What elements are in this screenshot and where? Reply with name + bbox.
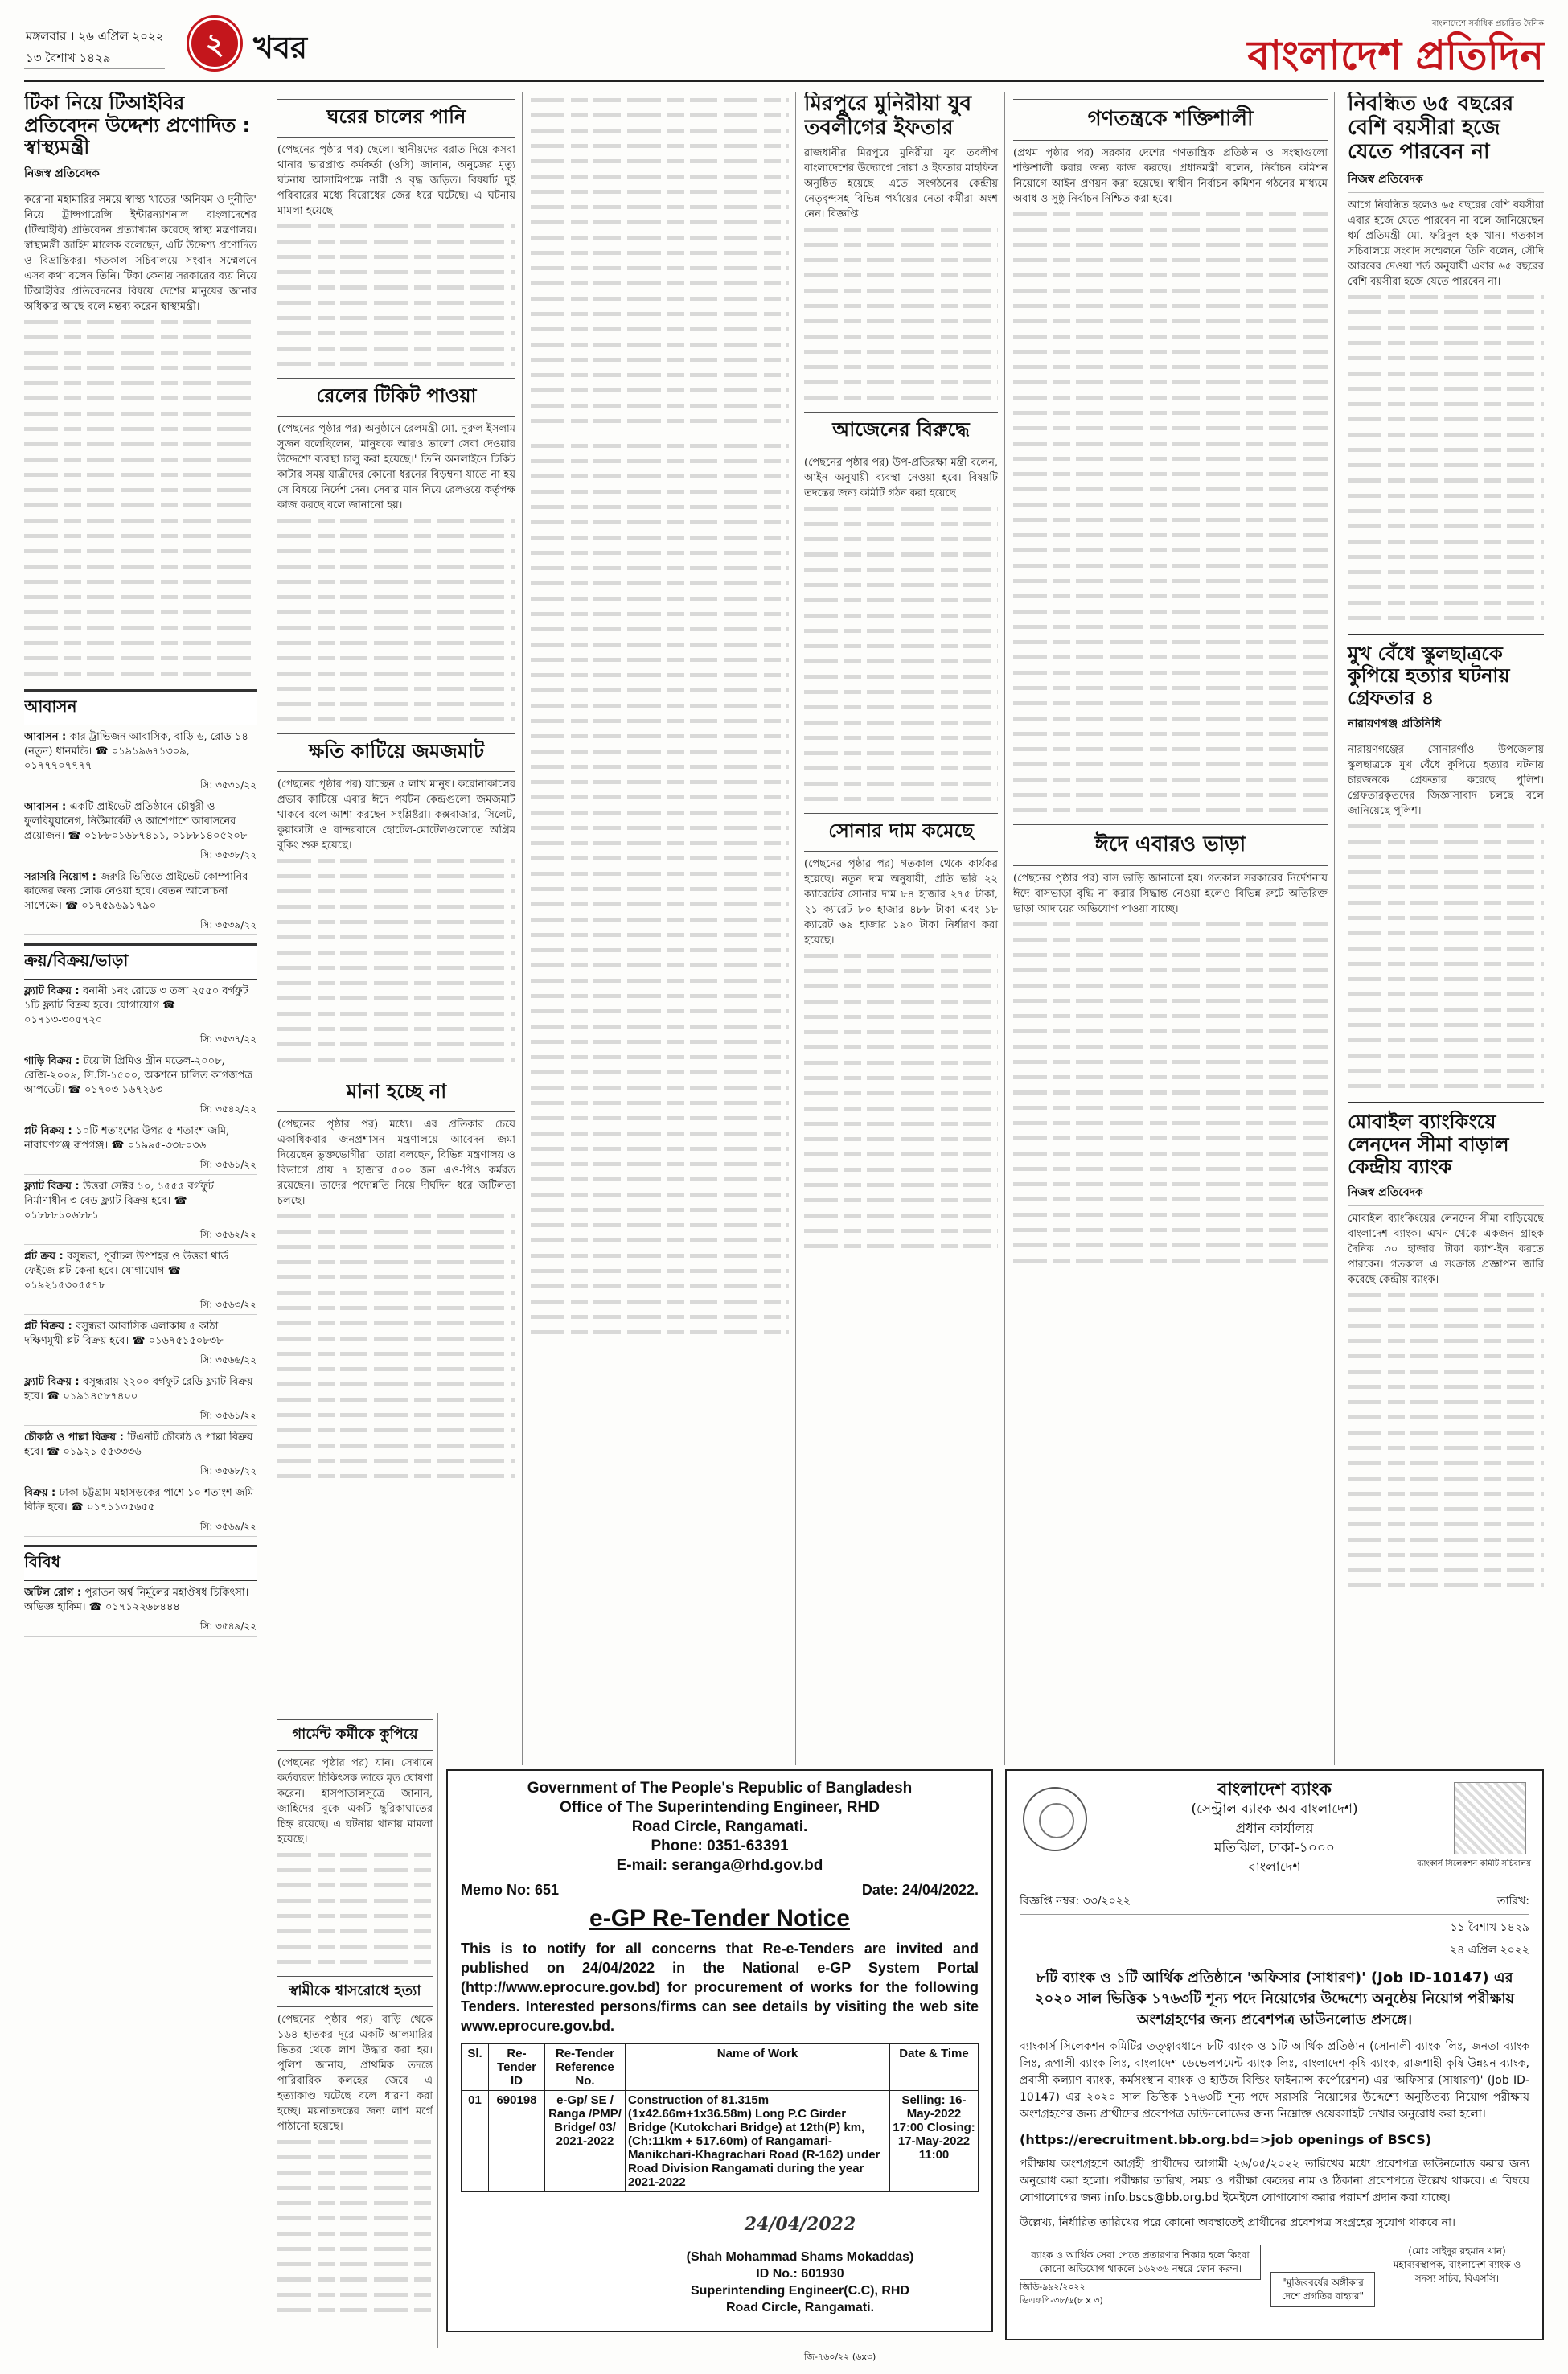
bank-subname: (সেন্ট্রাল ব্যাংক অব বাংলাদেশ) <box>1191 1801 1358 1817</box>
bank-name: বাংলাদেশ ব্যাংক <box>1217 1780 1332 1800</box>
story-text: মোবাইল ব্যাংকিংয়ের লেনদেন সীমা বাড়িয়েছে বাংলাদেশ ব্যাংক। এখন থেকে একজন গ্রাহক দৈনিক ৩০ হাজার টাকা ক্যাশ-ইন করতে পারবেন। গতকাল এ সংক্রান্ত প্রজ্ঞাপন জারি করেছে কেন্দ্রীয় ব্যাংক। <box>1348 1213 1544 1287</box>
code-1: জিডি-৯৯২/২০২২ <box>1020 2282 1086 2292</box>
classified-item <box>24 1180 257 1223</box>
classified-label: প্লট ক্রয় : <box>24 1250 68 1263</box>
text-filler <box>1013 917 1328 1268</box>
footer-left <box>1020 2245 1261 2307</box>
classified-item <box>24 984 257 1028</box>
classified-heading-2: ক্রয়/বিক্রয়/ভাড়া <box>24 943 257 980</box>
story-text: (পেছনের পৃষ্ঠার পর) উপ-প্রতিরক্ষা মন্ত্রী বলেন, আইন অনুযায়ী ব্যবস্থা নেওয়া হবে। বিষয়টি তদন্তের জন্য কমিটি গঠন করা হয়েছে। <box>804 456 998 499</box>
text-filler <box>277 513 515 727</box>
story-text: (পেছনের পৃষ্ঠার পর) ছেলে। স্থানীয়দের বরাত দিয়ে কসবা থানার ভারপ্রাপ্ত কর্মকর্তা (ওসি) জানান, অনুজের মৃত্যু ঘটনায় আসামিপক্ষে নারী ও বৃদ্ধ জড়িত। বিষয়টি দুই পরিবারের মধ্যে বিরোধের জের ধরে ঘটেছে। এ ঘটনায় মামলা হয়েছে। <box>277 144 515 217</box>
slogan-box: "মুজিববর্ষের অঙ্গীকার দেশে প্রগতির বাহ্যার" <box>1270 2272 1375 2307</box>
lead-byline: নিজস্ব প্রতিবেদক <box>24 164 257 187</box>
story-headline: মোবাইল ব্যাংকিংয়ে লেনদেন সীমা বাড়াল কেন্দ্রীয় ব্যাংক <box>1348 1111 1509 1178</box>
notice-headline: ৮টি ব্যাংক ও ১টি আর্থিক প্রতিষ্ঠানে 'অফিসার (সাধারণ)' (Job ID-10147) এর ২০২০ সাল ভিত্তিক ১৭৬৩টি শূন্য পদে নিয়োগের উদ্দেশ্যে অনুষ্ঠেয় নিয়োগ পরীক্ষায় অংশগ্রহণের জন্য প্রবেশপত্র ডাউনলোড প্রসঙ্গে। <box>1034 1969 1515 2028</box>
story-headline: মুখ বেঁধে স্কুলছাত্রকে কুপিয়ে হত্যার ঘটনায় গ্রেফতার ৪ <box>1348 642 1510 709</box>
classified-code: সি: ৩৫৩১/২২ <box>24 778 257 795</box>
column-4 <box>804 92 1005 1765</box>
tender-memo: Memo No: 651 <box>461 1882 560 1898</box>
text-filler <box>804 948 998 1254</box>
notice-meta-row <box>1020 1891 1529 1915</box>
complaint-box: ব্যাংক ও আর্থিক সেবা পেতে প্রতারণার শিকার হলে কিংবা কোনো অভিযোগ থাকলে ১৬২৩৬ নম্বরে ফোন করুন। <box>1020 2245 1261 2280</box>
text-filler <box>531 881 789 1340</box>
story-text: (পেছনের পৃষ্ঠার পর) বাড়ি থেকে ১৬৪ হাতকর দূরে একটি আলমারির ভিতর থেকে লাশ উদ্ধার করা হয়। পুলিশ জানায়, প্রাথমিক তদন্তে পারিবারিক কলহের জেরে এ হত্যাকাণ্ড ঘটেছে বলে ধারণা করা হচ্ছে। ময়নাতদন্তের জন্য লাশ মর্গে পাঠানো হয়েছে। <box>277 2014 433 2133</box>
classified-item <box>24 1250 257 1293</box>
classified-label: প্লট বিক্রয় : <box>24 1320 76 1333</box>
text-filler <box>277 853 515 1067</box>
classified-label: বিক্রয় : <box>24 1486 60 1499</box>
date-block <box>24 26 165 69</box>
classified-text: বসুন্ধরা আবাসিক এলাকায় ৫ কাঠা দক্ষিণমুখী প্লট বিক্রয় হবে। ☎ ০১৬৭৫১৫০৮৩৮ <box>24 1320 224 1347</box>
classified-text: জরুরি ভিত্তিতে প্রাইভেট কোম্পানির কাজের জন্য লোক নেওয়া হবে। বেতন আলোচনা সাপেক্ষে। ☎ ০১৭৫৯৬৯১৭৯০ <box>24 870 248 912</box>
story-text: (পেছনের পৃষ্ঠার পর) বাস ভাড়ি জানানো হয়। গতকাল সরকারের নির্দেশনায় ঈদে বাসভাড়া বৃদ্ধি না করার সিদ্ধান্ত নেওয়া হলেও বিভিন্ন রুটে অতিরিক্ত ভাড়া আদায়ের অভিযোগ পাওয়া যাচ্ছে। <box>1013 873 1328 915</box>
classified-item <box>24 730 257 774</box>
story-text: (পেছনের পৃষ্ঠার পর) যাচ্ছেন ৫ লাখ মানুষ। করোনাকালের প্রভাব কাটিয়ে এবার ঈদে পর্যটন কেন্দ্রগুলো জমজমাট থাকবে বলে আশা করছেন সংশ্লিষ্টরা। কক্সবাজার, সিলেট, কুয়াকাটা ও বান্দরবানে হোটেল-মোটেলগুলোতে অগ্রিম বুকিং শুরু হয়েছে। <box>277 778 515 852</box>
divider <box>1348 634 1544 635</box>
story-headline: আজেনের বিরুদ্ধে <box>804 412 998 450</box>
classified-code: সি: ৩৫৬৮/২২ <box>24 1464 257 1481</box>
right-caption: ব্যাংকার্স সিলেকশন কমিটি সচিবালয় <box>1417 1859 1531 1868</box>
text-filler <box>531 438 789 881</box>
classified-label: প্লট বিক্রয় : <box>24 1124 76 1137</box>
classified-code: সি: ৩৫৩৮/২২ <box>24 848 257 865</box>
signer-title: Superintending Engineer(C.C), RHD <box>691 2284 909 2298</box>
signer-place: Road Circle, Rangamati. <box>725 2301 875 2314</box>
column-header: Re-Tender Reference No. <box>545 2044 626 2091</box>
text-filler <box>277 1847 433 1969</box>
tender-phone: Phone: 0351-63391 <box>651 1838 789 1854</box>
story-headline: মিরপুরে মুনিরীয়া যুব তবলীগের ইফতার <box>804 92 972 140</box>
classified-code: সি: ৩৫৩৯/২২ <box>24 918 257 935</box>
column-left <box>24 92 265 2344</box>
classified-text: টয়োটা প্রিমিও গ্রীন মডেল-২০০৮, রেজি-২০০৯, সি.সি-১৫০০, অকশনে চালিত কাগজপত্র আপডেট। ☎ ০১৭০৩-১৬৭২৬৩ <box>24 1054 253 1096</box>
column-header: Sl. <box>462 2044 489 2091</box>
page-number-badge: ২ <box>189 18 240 69</box>
lead-text: করোনা মহামারির সময়ে স্বাস্থ্য খাতের 'অনিয়ম ও দুর্নীতি' নিয়ে ট্রান্সপারেন্সি ইন্টারন্যাশনাল বাংলাদেশের (টিআইবি) প্রতিবেদন প্রত্যাখ্যান করেছে স্বাস্থ্য মন্ত্রণালয়। স্বাস্থ্যমন্ত্রী জাহিদ মালেক বলেছেন, এটি উদ্দেশ্য প্রণোদিত ও বিভ্রান্তিকর। গতকাল সচিবালয়ে সংবাদ সম্মেলনে এসব কথা বলেন তিনি। টিকা কেনায় সরকারের ব্যয় নিয়ে টিআইবির প্রতিবেদনের বিষয়ে দেশের মানুষের জানার অধিকার আছে বলে মন্তব্য করেন স্বাস্থ্যমন্ত্রী। <box>24 193 257 313</box>
story-byline: নিজস্ব প্রতিবেদক <box>1348 170 1544 193</box>
notice-paragraph: ব্যাংকার্স সিলেকশন কমিটির তত্ত্বাবধানে ৮টি ব্যাংক ও ১টি আর্থিক প্রতিষ্ঠান (সোনালী ব্যাংক লিঃ, জনতা ব্যাংক লিঃ, রূপালী ব্যাংক লিঃ, বাংলাদেশ ডেভেলপমেন্ট ব্যাংক লিঃ, বাংলাদেশ কৃষি ব্যাংক, রাজশাহী কৃষি উন্নয়ন ব্যাংক, প্রবাসী কল্যাণ ব্যাংক, কর্মসংস্থান ব্যাংক ও হাউজ বিল্ডিং ফাইন্যান্স কর্পোরেশন) এর 'অফিসার (সাধারণ)' (Job ID-10147) এর ২০২০ সাল ভিত্তিক ১৭৬৩টি শূন্য পদে সরাসরি নিয়োগের উদ্দেশ্যে অনুষ্ঠিতব্য নিয়োগ পরীক্ষায় অংশগ্রহণের জন্য প্রার্থীদের প্রবেশপত্র ডাউনলোডের জন্য নিম্নোক্ত ওয়েবসাইট দেখার অনুরোধ করা হলো। <box>1020 2040 1529 2121</box>
page-header <box>24 18 1544 82</box>
classified-code: সি: ৩৫৬৯/২২ <box>24 1520 257 1537</box>
classified-label: ফ্ল্যাট বিক্রয় : <box>24 984 84 997</box>
column-5 <box>1013 92 1335 1765</box>
cell-id: 690198 <box>489 2091 545 2192</box>
divider <box>1348 1102 1544 1103</box>
date-label: তারিখ: <box>1496 1895 1529 1908</box>
tender-ref-code: জি-৭৬০/২২ (৬x৩) <box>804 2351 876 2362</box>
story-headline: গণতন্ত্রকে শক্তিশালী <box>1013 99 1328 141</box>
text-filler <box>1348 819 1544 1094</box>
notice-paragraph-2: পরীক্ষায় অংশগ্রহণে আগ্রহী প্রার্থীদের আগামী ২৬/০৫/২০২২ তারিখের মধ্যে প্রবেশপত্র ডাউনলোড করার জন্য অনুরোধ করা হলো। পরীক্ষার তারিখ, সময় ও পরীক্ষা কেন্দ্রের নাম ও ঠিকানা প্রবেশপত্রে উল্লেখ থাকবে। এ বিষয়ে যোগাযোগের জন্য info.bscs@bb.org.bd ইমেইলে যোগাযোগ করার পরামর্শ প্রদান করা যাচ্ছে। <box>1020 2158 1529 2204</box>
bangla-date: ১৩ বৈশাখ ১৪২৯ <box>24 47 165 69</box>
classified-code: সি: ৩৫৩৭/২২ <box>24 1033 257 1049</box>
english-date: ২৪ এপ্রিল ২০২২ <box>1449 1944 1529 1957</box>
story-text: (পেছনের পৃষ্ঠার পর) অনুষ্ঠানে রেলমন্ত্রী মো. নুরুল ইসলাম সুজন বলেছিলেন, 'মানুষকে আরও ভালো সেবা দেওয়ার উদ্দেশ্যে ব্যবস্থা চালু করা হয়েছে।' তিনি অনলাইনে টিকিট কাটার সময় যাত্রীদের কোনো ধরনের বিড়ম্বনা যাতে না হয় সে বিষয়ে নির্দেশ দেন। সেবার মান নিয়ে রেলওয়ে কর্তৃপক্ষ কাজ করছে বলে জানানো হয়। <box>277 423 515 511</box>
tender-office-line: Office of The Superintending Engineer, RHD <box>560 1799 880 1816</box>
classified-text: বসুন্ধরা, পূর্বাচল উপশহর ও উত্তরা থার্ড ফেইজে প্লট কেনা হবে। যোগাযোগ ☎ ০১৯২১৫৩০৫৫৭৮ <box>24 1250 228 1292</box>
story-headline: রেলের টিকিট পাওয়া <box>277 378 515 417</box>
brand-name: বাংলাদেশ প্রতিদিন <box>1247 32 1544 79</box>
story-text: রাজধানীর মিরপুরে মুনিরীয়া যুব তবলীগ বাংলাদেশের উদ্যোগে দোয়া ও ইফতার মাহফিল অনুষ্ঠিত হয়েছে। এতে সংগঠনের কেন্দ্রীয় নেতৃবৃন্দসহ বিভিন্ন পর্যায়ের নেতা-কর্মীরা অংশ নেন। বিজ্ঞপ্তি <box>804 146 998 220</box>
classified-label: ফ্ল্যাট বিক্রয় : <box>24 1375 84 1388</box>
signature-scribble: 24/04/2022 <box>744 2214 856 2235</box>
story-headline: ক্ষতি কাটিয়ে জমজমাট <box>277 733 515 772</box>
classified-heading: আবাসন <box>24 689 257 725</box>
classified-item <box>24 870 257 914</box>
recruitment-link[interactable]: (https://erecruitment.bb.org.bd=>job openings of BSCS) <box>1020 2132 1432 2147</box>
classified-code: সি: ৩৫৬১/২২ <box>24 1409 257 1426</box>
table-row <box>462 2091 979 2192</box>
story-text: নারায়ণগঞ্জের সোনারগাঁও উপজেলায় স্কুলছাত্রকে মুখ বেঁধে কুপিয়ে হত্যার ঘটনায় চারজনকে গ্রেফতার করেছে পুলিশ। গ্রেফতারকৃতদের জিজ্ঞাসাবাদ চলছে বলে জানিয়েছে পুলিশ। <box>1348 744 1544 818</box>
classified-label: আবাসন : <box>24 730 70 743</box>
classified-label: গাড়ি বিক্রয় : <box>24 1054 84 1067</box>
story-headline: ঘরের চালের পানি <box>277 99 515 138</box>
bank-address: মতিঝিল, ঢাকা-১০০০ <box>1214 1840 1335 1856</box>
story-text: আগে নিবন্ধিত হলেও ৬৫ বছরের বেশি বয়সীরা এবার হজে যেতে পারবেন না বলে জানিয়েছেন ধর্ম প্রতিমন্ত্রী মো. ফরিদুল হক খান। গতকাল সচিবালয়ে সংবাদ সম্মেলনে তিনি বলেন, সৌদি আরবের দেওয়া শর্ত অনুযায়ী এবার ৬৫ বছরের বেশি বয়সীরা হজে যেতে পারবেন না। <box>1348 199 1544 288</box>
classified-text: বসুন্ধরায় ২২০০ বর্গফুট রেডি ফ্ল্যাট বিক্রয় হবে। ☎ ০১৯১৪৫৮৭৪০০ <box>24 1375 253 1403</box>
brand-tagline: বাংলাদেশে সর্বাধিক প্রচারিত দৈনিক <box>1431 19 1544 28</box>
portrait-icon <box>1454 1782 1526 1854</box>
text-filler <box>804 501 998 807</box>
column-header: Date & Time <box>890 2044 979 2091</box>
story-headline: নিবন্ধিত ৬৫ বছরের বেশি বয়সীরা হজে যেতে পারবেন না <box>1348 92 1514 164</box>
text-filler <box>1348 290 1544 626</box>
tender-date: Date: 24/04/2022. <box>861 1882 979 1898</box>
classified-item <box>24 800 257 844</box>
text-filler <box>277 219 515 372</box>
classified-list-2 <box>24 984 257 1537</box>
notice-footer <box>1020 2245 1529 2307</box>
tender-signature <box>461 2216 979 2316</box>
classified-label: চৌকাঠ ও পাল্লা বিক্রয় : <box>24 1431 128 1444</box>
text-filler <box>804 222 998 405</box>
story-headline: মানা হচ্ছে না <box>277 1074 515 1112</box>
classified-item <box>24 1486 257 1515</box>
classified-list <box>24 730 257 935</box>
story-headline: ঈদে এবারও ভাড়া <box>1013 824 1328 866</box>
story-text: (পেছনের পৃষ্ঠার পর) যান। সেখানে কর্তব্যরত চিকিৎসক তাকে মৃত ঘোষণা করেন। হাসপাতালসূত্রে জানান, জাহিদের বুকে একটি ছুরিকাঘাতের চিহ্ন রয়েছে। এ ঘটনায় থানায় মামলা হয়েছে। <box>277 1757 433 1846</box>
classified-text: ঢাকা-চট্টগ্রাম মহাসড়কের পাশে ১০ শতাংশ জমি বিক্রি হবে। ☎ ০১৭১১৩৫৬৫৫ <box>24 1486 254 1514</box>
classified-item <box>24 1375 257 1404</box>
lead-headline: টিকা নিয়ে টিআইবির প্রতিবেদন উদ্দেশ্য প্রণোদিত : স্বাস্থ্যমন্ত্রী <box>24 92 251 159</box>
story-headline: সোনার দাম কমেছে <box>804 813 998 852</box>
bank-country: বাংলাদেশ <box>1248 1859 1301 1875</box>
tender-title: e-GP Re-Tender Notice <box>589 1905 850 1932</box>
cell-datetime: Selling: 16-May-2022 17:00 Closing: 17-May-2022 11:00 <box>890 2091 979 2192</box>
text-filler <box>1013 207 1328 818</box>
classified-text: ১০টি শতাংশের উপর ৫ শতাংশ জমি, নারায়ণগঞ্জ রূপগঞ্জ। ☎ ০১৯৯৫-৩৩৮০৩৬ <box>24 1124 230 1152</box>
signer-id: ID No.: 601930 <box>756 2267 844 2281</box>
story-text: (প্রথম পৃষ্ঠার পর) সরকার দেশের গণতান্ত্রিক প্রতিষ্ঠান ও সংস্থাগুলো শক্তিশালী করার জন্য কাজ করছে। প্রধানমন্ত্রী বলেন, নির্বাচন কমিশন নিয়োগে আইন প্রণয়ন করা হয়েছে। স্বাধীন নির্বাচন কমিশন গঠনের মাধ্যমে অবাধ ও সুষ্ঠু নির্বাচন নিশ্চিত করা হবে। <box>1013 147 1328 205</box>
classified-text: কার ট্রাভিজন আবাসিক, বাড়ি-৬, রোড-১৪ (নতুন) ধানমন্ডি। ☎ ০১৯১৯৬৭১৩০৯, ০১৭৭৭০৭৭৭৭ <box>24 730 248 772</box>
signer-name: (Shah Mohammad Shams Mokaddas) <box>686 2250 914 2264</box>
bank-signer-title: মহাব্যবস্থাপক, বাংলাদেশ ব্যাংক ও সদস্য সচিব, বিএসসি। <box>1393 2259 1521 2284</box>
column-2-bottom <box>277 1713 438 2348</box>
classified-item <box>24 1431 257 1460</box>
story-byline: নারায়ণগঞ্জ প্রতিনিধি <box>1348 714 1544 737</box>
code-2: ডিএফপি-৩৮/৬(৮ x ৩) <box>1020 2295 1103 2306</box>
classified-text: টিএনটি চৌকাঠ ও পাল্লা বিক্রয় হবে। ☎ ০১৯২১-৫৫৩৩৩৬ <box>24 1431 253 1458</box>
classified-text: পুরাতন অর্শ্ব নির্মূলের মহাঔষধ চিকিৎসা। অভিজ্ঞ হাকিম। ☎ ০১৭১২২৬৮৪৪৪ <box>24 1586 249 1613</box>
classified-item <box>24 1320 257 1349</box>
column-header: Name of Work <box>626 2044 890 2091</box>
story-byline: নিজস্ব প্রতিবেদক <box>1348 1183 1544 1206</box>
classified-item <box>24 1586 257 1615</box>
notice-number: বিজ্ঞপ্তি নম্বর: ৩৩/২০২২ <box>1020 1895 1131 1908</box>
column-right <box>1343 92 1544 1765</box>
story-text: (পেছনের পৃষ্ঠার পর) মধ্যে। এর প্রতিকার চেয়ে একাধিকবার জনপ্রশাসন মন্ত্রণালয়ে আবেদন জমা দিয়েছেন ভুক্তভোগীরা। তারা বলছেন, বিভিন্ন মন্ত্রণালয় ও বিভাগে প্রায় ৭ হাজার ৫০০ জন এও-পিও কর্মরত রয়েছেন। তাদের পদোন্নতি নিয়ে দীর্ঘদিন ধরে জটিলতা চলছে। <box>277 1119 515 1207</box>
classified-label: আবাসন : <box>24 800 70 813</box>
table-header-row <box>462 2044 979 2091</box>
text-filler <box>1348 1288 1544 1593</box>
day-date: মঙ্গলবার । ২৬ এপ্রিল ২০২২ <box>24 26 165 47</box>
cell-ref: e-Gp/ SE / Ranga /PMP/ Bridge/ 03/ 2021-2022 <box>545 2091 626 2192</box>
bangla-date: ১১ বৈশাখ ১৪২৯ <box>1450 1921 1529 1934</box>
text-filler <box>277 1209 515 1484</box>
tender-email: E-mail: seranga@rhd.gov.bd <box>616 1857 823 1874</box>
tender-table <box>461 2043 979 2192</box>
column-2 <box>277 92 523 1765</box>
column-3 <box>531 92 796 1765</box>
cell-work: Construction of 81.315m (1x42.66m+1x36.58m) Long P.C Girder Bridge (Kutokchari Bridge) at 12th(P) km, (Ch:11km + 517.60m) of Rangamari-Manikchari-Khagrachari Road (R-162) under Road Division Rangamati during the year 2021-2022 <box>626 2091 890 2192</box>
cell-sl: 01 <box>462 2091 489 2192</box>
classified-code: সি: ৩৫৬৬/২২ <box>24 1353 257 1370</box>
bank-signature <box>1385 2245 1529 2307</box>
classified-label: সরাসরি নিয়োগ : <box>24 870 101 883</box>
section-name: খবর <box>253 30 308 65</box>
bank-notice <box>1005 1769 1544 2340</box>
classified-heading-3: বিবিধ <box>24 1545 257 1581</box>
tender-memo-row <box>461 1882 979 1899</box>
classified-code: সি: ৩৫৪৯/২২ <box>24 1620 257 1637</box>
classified-code: সি: ৩৫৬৩/২২ <box>24 1298 257 1315</box>
bank-office: প্রধান কার্যালয় <box>1235 1821 1314 1837</box>
tender-place-line: Road Circle, Rangamati. <box>631 1818 808 1835</box>
classified-item <box>24 1054 257 1098</box>
notice-paragraph-3: উল্লেখ্য, নির্ধারিত তারিখের পরে কোনো অবস্থাতেই প্রার্থীদের প্রবেশপত্র সংগ্রহের সুযোগ থাকবে না। <box>1020 2216 1456 2229</box>
text-filler <box>277 2134 433 2318</box>
tender-notice <box>446 1769 993 2332</box>
classified-list-3 <box>24 1586 257 1637</box>
classified-label: জটিল রোগ : <box>24 1586 85 1599</box>
classified-code: সি: ৩৫৬১/২২ <box>24 1158 257 1175</box>
column-header: Re-Tender ID <box>489 2044 545 2091</box>
classified-code: সি: ৩৫৬২/২২ <box>24 1228 257 1245</box>
classified-text: উত্তরা সেক্টর ১০, ১৫৫৫ বর্গফুট নির্মাণাধীন ৩ বেড ফ্ল্যাট বিক্রয় হবে। ☎ ০১৮৮৮১০৬৮৮১ <box>24 1180 214 1222</box>
story-text: (পেছনের পৃষ্ঠার পর) গতকাল থেকে কার্যকর হয়েছে। নতুন দাম অনুযায়ী, প্রতি ভরি ২২ ক্যারেটের সোনার দাম ৮৪ হাজার ২৭৫ টাকা, ২১ ক্যারেট ৮০ হাজার ৪৮৮ টাকা এবং ১৮ ক্যারেট ৬৯ হাজার ১৯০ টাকা নির্ধারণ করা হয়েছে। <box>804 857 998 947</box>
tender-gov-line: Government of The People's Republic of Bangladesh <box>527 1780 913 1797</box>
classified-text: বনানী ১নং রোডে ৩ তলা ২৫৫০ বর্গফুট ১টি ফ্ল্যাট বিক্রয় হবে। যোগাযোগ ☎ ০১৭১৩-৩০৫৭২০ <box>24 984 248 1026</box>
bank-signer: (মোঃ সাইদুর রহমান খান) <box>1408 2245 1506 2257</box>
classified-code: সি: ৩৫৪২/২২ <box>24 1103 257 1119</box>
classified-text: একটি প্রাইভেট প্রতিষ্ঠানে চৌধুরী ও ফুলবিয়ুয়ানেগ, নিউমার্কেট ও আশেপাশে আবাসনের প্রয়োজন। ☎ ০১৮৮০১৬৮৭৪১১, ০১৮৮১৪০৫২০৮ <box>24 800 248 842</box>
text-filler <box>531 92 789 438</box>
tender-paragraph: This is to notify for all concerns that Re-e-Tenders are invited and published on 24/04/2022 in the National e-GP System Portal (http://www.eprocure.gov.bd) for procurement of works for the following Tenders. Interested persons/firms can see details by visiting the web site www.eprocure.gov.bd. <box>461 1941 979 2034</box>
classified-item <box>24 1124 257 1153</box>
bank-emblem-icon <box>1023 1787 1087 1851</box>
story-headline: গার্মেন্ট কর্মীকে কুপিয়ে <box>277 1719 433 1751</box>
classified-label: ফ্ল্যাট বিক্রয় : <box>24 1180 84 1193</box>
masthead-logo <box>1247 18 1544 80</box>
story-headline: স্বামীকে শ্বাসরোধে হত্যা <box>277 1976 433 2007</box>
text-filler <box>24 314 257 681</box>
